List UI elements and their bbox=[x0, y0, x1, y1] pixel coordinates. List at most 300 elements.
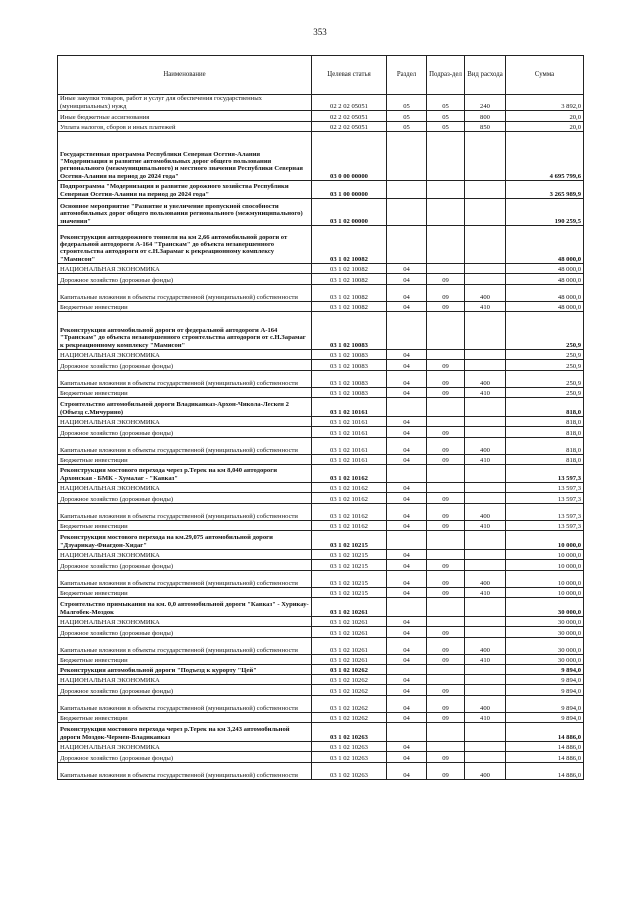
row-amount-cell: 30 000,0 bbox=[506, 598, 584, 617]
row-code-cell: 03 1 02 10083 bbox=[312, 312, 387, 350]
row-subsection-cell bbox=[427, 199, 465, 226]
table-body bbox=[58, 95, 584, 780]
row-code-cell: 03 1 02 10215 bbox=[312, 571, 387, 588]
table-row bbox=[58, 560, 584, 571]
table-row bbox=[58, 417, 584, 427]
row-expense-type-cell: 400 bbox=[465, 571, 506, 588]
row-section-cell: 04 bbox=[387, 752, 427, 763]
table-row bbox=[58, 742, 584, 752]
row-amount-cell: 9 894,0 bbox=[506, 696, 584, 713]
row-section-cell: 04 bbox=[387, 713, 427, 723]
row-subsection-cell bbox=[427, 742, 465, 752]
row-name-cell: Бюджетные инвестиции bbox=[58, 388, 312, 398]
row-amount-cell: 250,9 bbox=[506, 312, 584, 350]
row-code-cell: 03 1 02 10083 bbox=[312, 371, 387, 388]
row-section-cell: 04 bbox=[387, 655, 427, 665]
row-section-cell: 04 bbox=[387, 388, 427, 398]
row-amount-cell: 250,9 bbox=[506, 388, 584, 398]
row-subsection-cell bbox=[427, 617, 465, 627]
row-code-cell: 02 2 02 05051 bbox=[312, 111, 387, 122]
row-subsection-cell bbox=[427, 264, 465, 274]
row-code-cell: 03 1 02 10215 bbox=[312, 531, 387, 550]
row-section-cell: 04 bbox=[387, 274, 427, 285]
row-expense-type-cell bbox=[465, 427, 506, 438]
table-row bbox=[58, 264, 584, 274]
row-amount-cell: 818,0 bbox=[506, 417, 584, 427]
table-header-row bbox=[58, 56, 584, 95]
row-name-cell: Капитальные вложения в объекты государственной (муниципальной) собственности bbox=[58, 438, 312, 455]
row-amount-cell: 48 000,0 bbox=[506, 274, 584, 285]
row-expense-type-cell bbox=[465, 617, 506, 627]
row-section-cell bbox=[387, 598, 427, 617]
row-amount-cell: 20,0 bbox=[506, 122, 584, 132]
row-section-cell: 04 bbox=[387, 763, 427, 780]
row-subsection-cell bbox=[427, 465, 465, 483]
table-row bbox=[58, 675, 584, 685]
row-expense-type-cell bbox=[465, 627, 506, 638]
row-code-cell: 03 1 02 10263 bbox=[312, 742, 387, 752]
row-name-cell: Капитальные вложения в объекты государственной (муниципальной) собственности bbox=[58, 696, 312, 713]
row-expense-type-cell bbox=[465, 550, 506, 560]
row-subsection-cell bbox=[427, 226, 465, 264]
row-name-cell: Капитальные вложения в объекты государственной (муниципальной) собственности bbox=[58, 371, 312, 388]
row-subsection-cell: 05 bbox=[427, 122, 465, 132]
row-expense-type-cell bbox=[465, 723, 506, 742]
row-section-cell: 04 bbox=[387, 560, 427, 571]
row-expense-type-cell bbox=[465, 181, 506, 199]
row-amount-cell: 250,9 bbox=[506, 371, 584, 388]
row-amount-cell: 190 259,5 bbox=[506, 199, 584, 226]
row-section-cell bbox=[387, 132, 427, 181]
row-section-cell bbox=[387, 312, 427, 350]
row-code-cell: 02 2 02 05051 bbox=[312, 95, 387, 111]
table-row bbox=[58, 199, 584, 226]
row-subsection-cell: 09 bbox=[427, 285, 465, 302]
row-section-cell: 04 bbox=[387, 302, 427, 312]
row-expense-type-cell: 410 bbox=[465, 388, 506, 398]
row-expense-type-cell: 400 bbox=[465, 285, 506, 302]
row-code-cell: 03 1 02 10162 bbox=[312, 493, 387, 504]
row-subsection-cell bbox=[427, 665, 465, 675]
row-name-cell: Реконструкция мостового перехода на км.29,075 автомобильной дороги "Дзуарикау-Фиагдон-Хидаг" bbox=[58, 531, 312, 550]
row-code-cell: 03 1 02 10161 bbox=[312, 455, 387, 465]
table-row bbox=[58, 627, 584, 638]
table-row bbox=[58, 226, 584, 264]
row-name-cell: Дорожное хозяйство (дорожные фонды) bbox=[58, 685, 312, 696]
row-subsection-cell: 09 bbox=[427, 560, 465, 571]
row-amount-cell: 250,9 bbox=[506, 360, 584, 371]
row-code-cell: 03 1 02 10261 bbox=[312, 655, 387, 665]
table-row bbox=[58, 132, 584, 181]
row-section-cell: 04 bbox=[387, 427, 427, 438]
budget-table bbox=[57, 55, 584, 780]
row-expense-type-cell: 410 bbox=[465, 302, 506, 312]
row-subsection-cell bbox=[427, 598, 465, 617]
row-section-cell bbox=[387, 181, 427, 199]
row-amount-cell: 20,0 bbox=[506, 111, 584, 122]
row-name-cell: Строительство примыкания на км. 0,0 автомобильной дороги "Кавказ" - Хурикау-Малгобек-Моздок bbox=[58, 598, 312, 617]
table-row bbox=[58, 550, 584, 560]
row-code-cell: 03 1 02 10082 bbox=[312, 264, 387, 274]
page-number: 353 bbox=[313, 27, 327, 37]
row-amount-cell: 818,0 bbox=[506, 455, 584, 465]
row-amount-cell: 10 000,0 bbox=[506, 531, 584, 550]
row-name-cell: Дорожное хозяйство (дорожные фонды) bbox=[58, 560, 312, 571]
row-name-cell: Иные бюджетные ассигнования bbox=[58, 111, 312, 122]
row-amount-cell: 14 886,0 bbox=[506, 742, 584, 752]
row-section-cell: 04 bbox=[387, 550, 427, 560]
row-expense-type-cell: 410 bbox=[465, 713, 506, 723]
row-name-cell: Дорожное хозяйство (дорожные фонды) bbox=[58, 427, 312, 438]
header-target-article: Целевая статья bbox=[312, 56, 387, 95]
row-code-cell: 03 1 02 10262 bbox=[312, 713, 387, 723]
row-expense-type-cell bbox=[465, 360, 506, 371]
row-subsection-cell: 09 bbox=[427, 638, 465, 655]
table-row bbox=[58, 274, 584, 285]
row-subsection-cell bbox=[427, 723, 465, 742]
row-name-cell: НАЦИОНАЛЬНАЯ ЭКОНОМИКА bbox=[58, 742, 312, 752]
row-subsection-cell bbox=[427, 417, 465, 427]
row-section-cell bbox=[387, 199, 427, 226]
row-expense-type-cell bbox=[465, 752, 506, 763]
row-name-cell: Бюджетные инвестиции bbox=[58, 588, 312, 598]
table-row bbox=[58, 465, 584, 483]
table-row bbox=[58, 588, 584, 598]
row-code-cell: 03 1 02 10162 bbox=[312, 465, 387, 483]
table-row bbox=[58, 122, 584, 132]
row-amount-cell: 30 000,0 bbox=[506, 617, 584, 627]
row-amount-cell: 10 000,0 bbox=[506, 571, 584, 588]
row-code-cell: 03 1 02 10263 bbox=[312, 763, 387, 780]
row-section-cell bbox=[387, 665, 427, 675]
row-expense-type-cell: 400 bbox=[465, 696, 506, 713]
row-name-cell: НАЦИОНАЛЬНАЯ ЭКОНОМИКА bbox=[58, 675, 312, 685]
row-amount-cell: 818,0 bbox=[506, 398, 584, 417]
row-expense-type-cell bbox=[465, 264, 506, 274]
row-section-cell: 04 bbox=[387, 483, 427, 493]
row-code-cell: 03 0 00 00000 bbox=[312, 132, 387, 181]
row-section-cell: 04 bbox=[387, 493, 427, 504]
row-name-cell: Реконструкция мостового перехода через р.Терек на км 3,243 автомобильной дороги Моздок-Чермен-Владикавказ bbox=[58, 723, 312, 742]
row-expense-type-cell bbox=[465, 665, 506, 675]
row-name-cell: Бюджетные инвестиции bbox=[58, 655, 312, 665]
row-subsection-cell: 09 bbox=[427, 371, 465, 388]
row-code-cell: 03 1 02 10215 bbox=[312, 588, 387, 598]
row-section-cell: 05 bbox=[387, 95, 427, 111]
table-row bbox=[58, 655, 584, 665]
row-section-cell: 04 bbox=[387, 521, 427, 531]
row-subsection-cell: 09 bbox=[427, 274, 465, 285]
row-subsection-cell: 09 bbox=[427, 521, 465, 531]
row-subsection-cell: 09 bbox=[427, 763, 465, 780]
row-amount-cell: 818,0 bbox=[506, 427, 584, 438]
row-code-cell: 03 1 02 10261 bbox=[312, 598, 387, 617]
row-subsection-cell: 09 bbox=[427, 302, 465, 312]
table-row bbox=[58, 455, 584, 465]
row-code-cell: 03 1 02 10161 bbox=[312, 398, 387, 417]
row-name-cell: Бюджетные инвестиции bbox=[58, 713, 312, 723]
table-row bbox=[58, 493, 584, 504]
table-row bbox=[58, 427, 584, 438]
row-name-cell: Иные закупки товаров, работ и услуг для обеспечения государственных (муниципальных) нужд bbox=[58, 95, 312, 111]
row-code-cell: 03 1 02 10261 bbox=[312, 627, 387, 638]
row-subsection-cell: 09 bbox=[427, 438, 465, 455]
row-amount-cell: 9 894,0 bbox=[506, 685, 584, 696]
row-expense-type-cell bbox=[465, 350, 506, 360]
row-name-cell: Бюджетные инвестиции bbox=[58, 455, 312, 465]
row-section-cell: 04 bbox=[387, 350, 427, 360]
row-amount-cell: 250,9 bbox=[506, 350, 584, 360]
row-subsection-cell: 09 bbox=[427, 571, 465, 588]
row-name-cell: Капитальные вложения в объекты государственной (муниципальной) собственности bbox=[58, 504, 312, 521]
row-expense-type-cell: 400 bbox=[465, 763, 506, 780]
row-section-cell bbox=[387, 465, 427, 483]
row-section-cell bbox=[387, 723, 427, 742]
row-section-cell: 04 bbox=[387, 264, 427, 274]
row-expense-type-cell: 400 bbox=[465, 371, 506, 388]
row-expense-type-cell: 410 bbox=[465, 588, 506, 598]
header-expense-type: Вид расхода bbox=[465, 56, 506, 95]
row-subsection-cell bbox=[427, 531, 465, 550]
row-section-cell: 04 bbox=[387, 455, 427, 465]
row-amount-cell: 13 597,3 bbox=[506, 465, 584, 483]
table-row bbox=[58, 95, 584, 111]
row-code-cell: 03 1 02 10261 bbox=[312, 617, 387, 627]
row-code-cell: 03 1 02 10082 bbox=[312, 274, 387, 285]
row-amount-cell: 3 892,0 bbox=[506, 95, 584, 111]
row-amount-cell: 30 000,0 bbox=[506, 638, 584, 655]
row-subsection-cell bbox=[427, 398, 465, 417]
row-subsection-cell: 09 bbox=[427, 455, 465, 465]
row-subsection-cell: 09 bbox=[427, 360, 465, 371]
row-expense-type-cell bbox=[465, 417, 506, 427]
row-section-cell: 04 bbox=[387, 638, 427, 655]
row-section-cell: 04 bbox=[387, 742, 427, 752]
row-code-cell: 03 1 02 10261 bbox=[312, 638, 387, 655]
table-row bbox=[58, 685, 584, 696]
row-section-cell: 05 bbox=[387, 111, 427, 122]
row-name-cell: Бюджетные инвестиции bbox=[58, 521, 312, 531]
row-amount-cell: 13 597,3 bbox=[506, 521, 584, 531]
row-code-cell: 03 1 02 10162 bbox=[312, 521, 387, 531]
table-row bbox=[58, 438, 584, 455]
row-section-cell: 04 bbox=[387, 360, 427, 371]
row-amount-cell: 10 000,0 bbox=[506, 550, 584, 560]
row-code-cell: 03 1 02 10083 bbox=[312, 350, 387, 360]
header-name: Наименование bbox=[58, 56, 312, 95]
row-name-cell: Реконструкция автомобильной дороги от федеральной автодороги А-164 "Транскам" до объекта незавершенного строительства автодороги от с.Н.Зарамаг к рекреационному комплексу "Мамисон" bbox=[58, 312, 312, 350]
row-subsection-cell: 05 bbox=[427, 95, 465, 111]
row-name-cell: Реконструкция автодорожного тоннеля на км 2,66 автомобильной дороги от федеральной автодороги А-164 "Транскам" до объекта незавершенного строительства автодороги от с.Н.Зарамаг к рекреационному комплексу "Мамисон" bbox=[58, 226, 312, 264]
row-name-cell: НАЦИОНАЛЬНАЯ ЭКОНОМИКА bbox=[58, 417, 312, 427]
table-row bbox=[58, 483, 584, 493]
row-section-cell bbox=[387, 398, 427, 417]
row-amount-cell: 818,0 bbox=[506, 438, 584, 455]
row-subsection-cell bbox=[427, 132, 465, 181]
row-amount-cell: 48 000,0 bbox=[506, 285, 584, 302]
row-amount-cell: 10 000,0 bbox=[506, 588, 584, 598]
row-subsection-cell: 09 bbox=[427, 504, 465, 521]
row-code-cell: 03 1 02 10262 bbox=[312, 675, 387, 685]
row-expense-type-cell bbox=[465, 531, 506, 550]
row-code-cell: 03 1 00 00000 bbox=[312, 181, 387, 199]
row-code-cell: 03 1 02 10263 bbox=[312, 752, 387, 763]
row-name-cell: Реконструкция мостового перехода через р.Терек на км 8,040 автодороги Архонская - БМК - Хумалаг - "Кавказ" bbox=[58, 465, 312, 483]
row-amount-cell: 30 000,0 bbox=[506, 655, 584, 665]
row-expense-type-cell: 410 bbox=[465, 521, 506, 531]
row-amount-cell: 4 695 799,6 bbox=[506, 132, 584, 181]
table-row bbox=[58, 696, 584, 713]
row-subsection-cell: 09 bbox=[427, 493, 465, 504]
row-name-cell: НАЦИОНАЛЬНАЯ ЭКОНОМИКА bbox=[58, 617, 312, 627]
table-row bbox=[58, 723, 584, 742]
row-code-cell: 03 1 02 10162 bbox=[312, 483, 387, 493]
header-subsection: Подраз-дел bbox=[427, 56, 465, 95]
row-subsection-cell: 09 bbox=[427, 388, 465, 398]
row-name-cell: НАЦИОНАЛЬНАЯ ЭКОНОМИКА bbox=[58, 264, 312, 274]
table-row bbox=[58, 571, 584, 588]
table-row bbox=[58, 617, 584, 627]
table-row bbox=[58, 521, 584, 531]
header-section: Раздел bbox=[387, 56, 427, 95]
table-row bbox=[58, 598, 584, 617]
row-code-cell: 03 1 02 10215 bbox=[312, 560, 387, 571]
table-row bbox=[58, 763, 584, 780]
table-row bbox=[58, 531, 584, 550]
row-code-cell: 03 1 02 10082 bbox=[312, 226, 387, 264]
row-name-cell: Уплата налогов, сборов и иных платежей bbox=[58, 122, 312, 132]
row-name-cell: НАЦИОНАЛЬНАЯ ЭКОНОМИКА bbox=[58, 483, 312, 493]
row-section-cell: 04 bbox=[387, 588, 427, 598]
row-name-cell: Основное мероприятие "Развитие и увеличение пропускной способности автомобильных дорог общего пользования регионального (межмуниципального) значения" bbox=[58, 199, 312, 226]
row-subsection-cell: 09 bbox=[427, 655, 465, 665]
row-amount-cell: 14 886,0 bbox=[506, 763, 584, 780]
row-subsection-cell: 09 bbox=[427, 685, 465, 696]
row-section-cell: 04 bbox=[387, 371, 427, 388]
table-row bbox=[58, 312, 584, 350]
row-amount-cell: 48 000,0 bbox=[506, 226, 584, 264]
row-code-cell: 03 1 02 10262 bbox=[312, 685, 387, 696]
row-name-cell: Капитальные вложения в объекты государственной (муниципальной) собственности bbox=[58, 571, 312, 588]
row-code-cell: 03 1 02 10262 bbox=[312, 696, 387, 713]
row-amount-cell: 9 894,0 bbox=[506, 675, 584, 685]
row-amount-cell: 10 000,0 bbox=[506, 560, 584, 571]
row-code-cell: 03 1 02 10263 bbox=[312, 723, 387, 742]
table-row bbox=[58, 638, 584, 655]
row-code-cell: 03 1 02 10215 bbox=[312, 550, 387, 560]
row-section-cell: 04 bbox=[387, 685, 427, 696]
row-section-cell: 04 bbox=[387, 696, 427, 713]
row-name-cell: Капитальные вложения в объекты государственной (муниципальной) собственности bbox=[58, 638, 312, 655]
row-expense-type-cell: 410 bbox=[465, 455, 506, 465]
row-expense-type-cell: 400 bbox=[465, 638, 506, 655]
row-subsection-cell: 09 bbox=[427, 696, 465, 713]
row-section-cell: 04 bbox=[387, 627, 427, 638]
row-amount-cell: 13 597,3 bbox=[506, 504, 584, 521]
row-expense-type-cell bbox=[465, 312, 506, 350]
row-section-cell bbox=[387, 531, 427, 550]
row-section-cell: 04 bbox=[387, 438, 427, 455]
row-expense-type-cell: 410 bbox=[465, 655, 506, 665]
row-amount-cell: 9 894,0 bbox=[506, 713, 584, 723]
row-code-cell: 03 1 02 10161 bbox=[312, 438, 387, 455]
row-name-cell: Дорожное хозяйство (дорожные фонды) bbox=[58, 360, 312, 371]
row-name-cell: Дорожное хозяйство (дорожные фонды) bbox=[58, 752, 312, 763]
row-name-cell: НАЦИОНАЛЬНАЯ ЭКОНОМИКА bbox=[58, 350, 312, 360]
row-code-cell: 03 1 02 10161 bbox=[312, 427, 387, 438]
row-expense-type-cell bbox=[465, 560, 506, 571]
row-expense-type-cell bbox=[465, 493, 506, 504]
row-code-cell: 03 1 02 10162 bbox=[312, 504, 387, 521]
row-expense-type-cell bbox=[465, 132, 506, 181]
row-code-cell: 03 1 02 10161 bbox=[312, 417, 387, 427]
row-subsection-cell bbox=[427, 550, 465, 560]
row-expense-type-cell bbox=[465, 199, 506, 226]
row-subsection-cell bbox=[427, 350, 465, 360]
row-expense-type-cell bbox=[465, 274, 506, 285]
table-row bbox=[58, 181, 584, 199]
row-amount-cell: 14 886,0 bbox=[506, 723, 584, 742]
row-expense-type-cell bbox=[465, 465, 506, 483]
row-subsection-cell: 09 bbox=[427, 627, 465, 638]
table-row bbox=[58, 752, 584, 763]
row-subsection-cell: 09 bbox=[427, 752, 465, 763]
row-code-cell: 03 1 02 10083 bbox=[312, 360, 387, 371]
header-amount: Сумма bbox=[506, 56, 584, 95]
row-code-cell: 03 1 02 10082 bbox=[312, 302, 387, 312]
row-amount-cell: 13 597,3 bbox=[506, 483, 584, 493]
row-name-cell: Подпрограмма "Модернизация и развитие дорожного хозяйства Республики Северная Осетия-Алания на период до 2024 года" bbox=[58, 181, 312, 199]
row-expense-type-cell: 800 bbox=[465, 111, 506, 122]
row-expense-type-cell: 240 bbox=[465, 95, 506, 111]
table-row bbox=[58, 371, 584, 388]
row-amount-cell: 30 000,0 bbox=[506, 627, 584, 638]
table-row bbox=[58, 398, 584, 417]
row-expense-type-cell bbox=[465, 483, 506, 493]
row-amount-cell: 14 886,0 bbox=[506, 752, 584, 763]
table-row bbox=[58, 350, 584, 360]
row-code-cell: 02 2 02 05051 bbox=[312, 122, 387, 132]
row-expense-type-cell bbox=[465, 598, 506, 617]
row-code-cell: 03 1 02 00000 bbox=[312, 199, 387, 226]
row-expense-type-cell bbox=[465, 685, 506, 696]
row-section-cell: 04 bbox=[387, 417, 427, 427]
row-section-cell: 04 bbox=[387, 617, 427, 627]
row-name-cell: Реконструкция автомобильной дороги "Подъезд к курорту "Цей" bbox=[58, 665, 312, 675]
table-row bbox=[58, 504, 584, 521]
row-amount-cell: 9 894,0 bbox=[506, 665, 584, 675]
table-row bbox=[58, 360, 584, 371]
row-section-cell: 04 bbox=[387, 571, 427, 588]
row-name-cell: Дорожное хозяйство (дорожные фонды) bbox=[58, 274, 312, 285]
row-expense-type-cell: 400 bbox=[465, 438, 506, 455]
row-name-cell: Государственная программа Республики Северная Осетия-Алания "Модернизация и развитие автомобильных дорог общего пользования регионального (межмуниципального) и местного значения Республики Северная Осетия-Алания на период до 2024 года" bbox=[58, 132, 312, 181]
row-amount-cell: 48 000,0 bbox=[506, 302, 584, 312]
row-subsection-cell: 09 bbox=[427, 427, 465, 438]
row-amount-cell: 48 000,0 bbox=[506, 264, 584, 274]
table-row bbox=[58, 285, 584, 302]
row-section-cell: 04 bbox=[387, 504, 427, 521]
row-name-cell: Бюджетные инвестиции bbox=[58, 302, 312, 312]
row-subsection-cell bbox=[427, 312, 465, 350]
row-code-cell: 03 1 02 10083 bbox=[312, 388, 387, 398]
row-subsection-cell bbox=[427, 675, 465, 685]
row-subsection-cell: 09 bbox=[427, 588, 465, 598]
row-section-cell: 04 bbox=[387, 285, 427, 302]
row-name-cell: НАЦИОНАЛЬНАЯ ЭКОНОМИКА bbox=[58, 550, 312, 560]
row-expense-type-cell bbox=[465, 226, 506, 264]
row-code-cell: 03 1 02 10082 bbox=[312, 285, 387, 302]
